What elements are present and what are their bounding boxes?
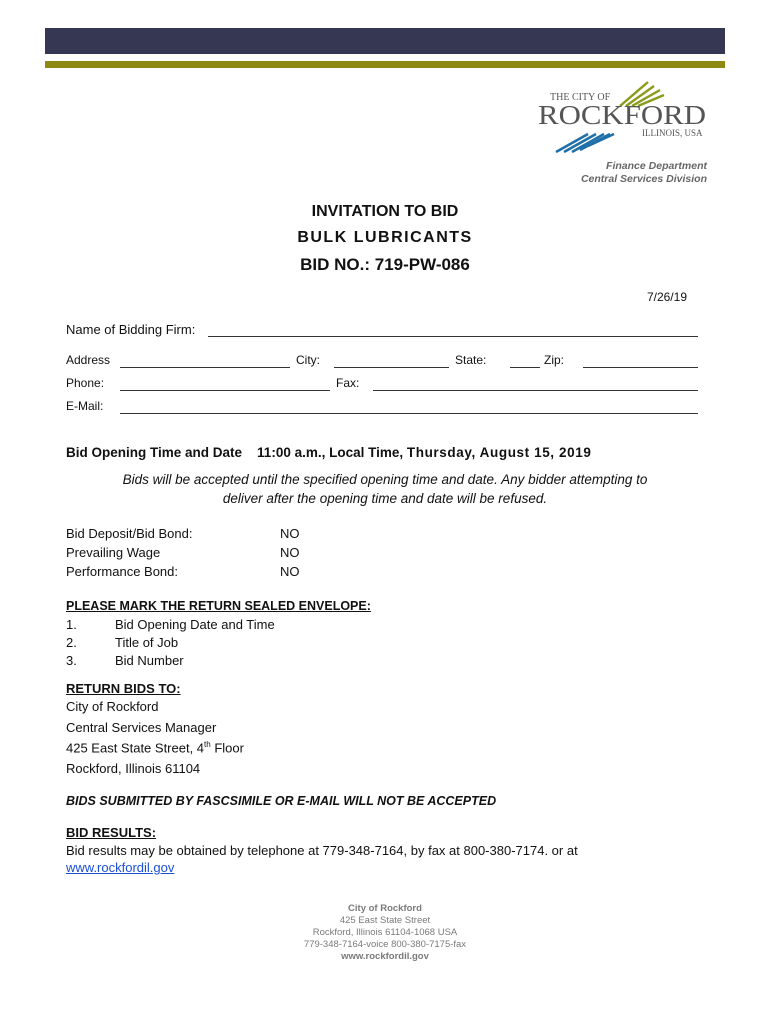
submission-notice: BIDS SUBMITTED BY FASCSIMILE OR E-MAIL WILL NOT BE ACCEPTED <box>66 794 497 808</box>
street-text: 425 East State Street, 4 <box>66 740 205 756</box>
opening-day: Thursday, August 15, 2019 <box>406 445 592 460</box>
phone-field[interactable] <box>120 390 330 391</box>
email-label: E-Mail: <box>66 399 104 413</box>
return-address-line: City of Rockford <box>66 699 159 714</box>
fax-label: Fax: <box>336 376 360 390</box>
email-field[interactable] <box>120 413 698 414</box>
address-label: Address <box>66 353 111 367</box>
list-item: Title of Job <box>115 635 179 650</box>
document-date: 7/26/19 <box>646 290 687 304</box>
opening-time: 11:00 a.m., Local Time, <box>257 445 404 460</box>
acceptance-note <box>60 470 710 508</box>
phone-label: Phone: <box>66 376 105 390</box>
list-number: 1. <box>66 617 77 632</box>
doc-subject: BULK LUBRICANTS <box>297 229 473 246</box>
doc-title: INVITATION TO BID <box>311 203 459 220</box>
firm-label: Name of Bidding Firm: <box>66 322 196 337</box>
footer-street: 425 East State Street <box>339 915 431 926</box>
requirement-value: NO <box>280 526 300 541</box>
header-bar <box>45 28 725 54</box>
department-name: Finance Department <box>606 160 707 172</box>
accent-bar <box>45 61 725 68</box>
city-field[interactable] <box>334 367 449 368</box>
envelope-heading: PLEASE MARK THE RETURN SEALED ENVELOPE: <box>66 599 371 613</box>
floor-suffix: th <box>204 740 211 749</box>
acceptance-line2: deliver after the opening time and date will be refused. <box>222 491 548 506</box>
logo-line1: THE CITY OF <box>550 92 611 103</box>
bid-opening <box>66 445 591 460</box>
return-address-line <box>66 740 244 755</box>
requirement-value: NO <box>280 545 300 560</box>
requirement-label: Performance Bond: <box>66 564 179 579</box>
address-field[interactable] <box>120 367 290 368</box>
floor-text: Floor <box>210 740 244 756</box>
footer-city: Rockford, Illinois 61104-1068 USA <box>312 927 458 938</box>
results-heading: BID RESULTS: <box>66 825 157 840</box>
logo-line3: ILLINOIS, USA <box>642 128 703 138</box>
requirement-label: Bid Deposit/Bid Bond: <box>66 526 193 541</box>
logo-swoosh-blue <box>556 134 614 152</box>
fax-field[interactable] <box>373 390 698 391</box>
zip-field[interactable] <box>583 367 698 368</box>
bid-number: BID NO.: 719-PW-086 <box>300 255 470 274</box>
return-heading: RETURN BIDS TO: <box>66 681 181 696</box>
list-number: 2. <box>66 635 77 650</box>
list-item: Bid Opening Date and Time <box>115 617 275 632</box>
requirement-value: NO <box>280 564 300 579</box>
acceptance-line1: Bids will be accepted until the specified opening time and date. Any bidder attempting to <box>122 472 648 487</box>
return-address-line: Central Services Manager <box>66 720 217 735</box>
footer-org: City of Rockford <box>348 903 422 914</box>
list-number: 3. <box>66 653 77 668</box>
department-info <box>581 160 707 186</box>
requirement-label: Prevailing Wage <box>66 545 161 560</box>
opening-label: Bid Opening Time and Date <box>66 445 243 460</box>
logo-line2: ROCKFORD <box>538 100 706 130</box>
division-name: Central Services Division <box>580 173 707 185</box>
results-text: Bid results may be obtained by telephone at 779-348-7164, by fax at 800-380-7174. or at <box>66 843 578 858</box>
return-address-line: Rockford, Illinois 61104 <box>66 761 201 776</box>
state-field[interactable] <box>510 367 540 368</box>
website-link[interactable]: www.rockfordil.gov <box>66 860 175 875</box>
footer-contact: 779-348-7164-voice 800-380-7175-fax <box>303 939 467 950</box>
footer-website: www.rockfordil.gov <box>341 951 429 962</box>
firm-field[interactable] <box>208 336 698 337</box>
state-label: State: <box>455 353 487 367</box>
rockford-logo <box>536 78 708 156</box>
list-item: Bid Number <box>115 653 184 668</box>
zip-label: Zip: <box>544 353 565 367</box>
city-label: City: <box>296 353 320 367</box>
